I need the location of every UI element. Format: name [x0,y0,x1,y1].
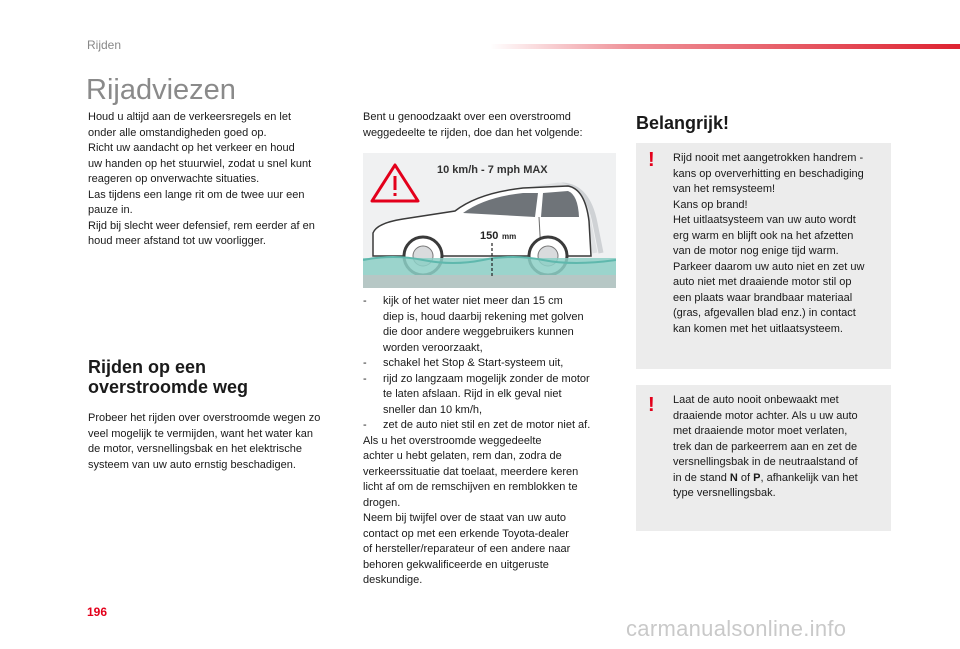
text-line: Parkeer daarom uw auto niet en zet uw [673,260,865,273]
list-dash: - [363,357,367,369]
text-line: deskundige. [363,574,423,586]
list-item [363,294,619,356]
flood-instructions [363,294,619,589]
text-line: rijd zo langzaam mogelijk zonder de motor [383,372,590,385]
text-line: Kans op brand! [673,198,748,211]
text-fragment: of [737,471,754,484]
road-surface [363,275,616,288]
text-line: een plaats waar brandbaar materiaal [673,291,853,304]
text-line: versnellingsbak in de neutraalstand of [673,456,858,468]
text-line: sneller dan 10 km/h, [383,403,483,416]
warning-text [673,151,885,337]
gear-n-label: N [729,471,738,484]
after-flood-text [363,434,619,589]
warning-text [673,393,885,502]
list-dash: - [363,295,367,307]
text-line: kans op oververhitting en beschadiging [673,167,864,180]
text-line: Las tijdens een lange rit om de twee uur een [88,188,305,201]
text-line: Richt uw aandacht op het verkeer en houd [88,142,295,154]
flood-intro [363,110,613,141]
car-in-water-drawing [363,153,616,288]
text-line: reageren op onverwachte situaties. [88,173,260,185]
text-line: met draaiende motor moet verlaten, [673,425,848,437]
text-line: diep is, houd daarbij rekening met golven [383,310,584,323]
warning-box-handbrake [636,143,891,369]
text-line: draaiende motor achter. Als u uw auto [673,409,858,422]
text-line: erg warm en blijft ook na het afzetten [673,229,854,242]
important-heading: Belangrijk! [636,113,730,133]
list-item [363,372,619,419]
text-line: te laten afslaan. Rijd in elk geval niet [383,388,562,400]
warning-exclamation-bar [394,176,397,190]
text-line: Laat de auto nooit onbewaakt met [673,394,839,406]
list-item [363,356,619,372]
exclamation-icon: ! [648,394,655,416]
flood-heading [88,357,348,397]
depth-value: 150 [480,230,499,242]
text-line: uw handen op het stuurwiel, zodat u snel kunt [88,157,312,170]
text-line: of hersteller/reparateur of een andere naar [363,543,571,555]
text-line: Probeer het rijden over overstroomde wegen zo [88,412,321,424]
text-line: achter u hebt gelaten, rem dan, zodra de [363,450,562,462]
text-line: die door andere weggebruikers kunnen [383,326,574,338]
gear-p-label: P [753,471,761,484]
list-dash: - [363,372,367,385]
text-line: de motor, versnellingsbak en het elektrische [88,443,303,455]
text-line: Bent u genoodzaakt over een overstroomd [363,111,571,123]
warning-exclamation-dot [394,193,397,196]
text-line: Rijd bij slecht weer defensief, rem eerder af en [88,219,315,232]
page-number: 196 [87,605,108,619]
text-line: drogen. [363,496,401,509]
list-dash: - [363,419,367,431]
text-line: Als u het overstroomde weggedeelte [363,434,542,447]
intro-text [88,110,346,250]
exclamation-icon: ! [648,149,655,171]
text-line: type versnellingsbak. [673,487,776,499]
text-line: veel mogelijk te vermijden, want het water kan [88,427,313,440]
section-label: Rijden [87,38,122,52]
text-line: trek dan de parkeerrem aan en zet de [673,440,858,453]
text-line [673,471,885,487]
depth-unit: mm [502,232,517,241]
text-line: van de motor nog enige tijd warm. [673,245,839,257]
text-line: Rijd nooit met aangetrokken handrem - [673,152,864,164]
text-line: (gras, afgevallen blad enz.) in contact [673,307,856,319]
text-line: van het remsysteem! [673,183,776,195]
list-item [363,418,619,434]
text-fragment: , afhankelijk van het [760,471,858,484]
flood-heading-line: overstroomde weg [88,377,249,397]
text-line: Houd u altijd aan de verkeersregels en let [88,111,292,123]
text-line: weggedeelte te rijden, doe dan het volgende: [363,126,583,139]
flooded-road-illustration [363,153,616,288]
text-line: kan komen met het uitlaatsysteem. [673,322,843,335]
page-title: Rijadviezen [86,74,236,106]
text-line: auto niet met draaiende motor stil op [673,276,852,288]
text-line: systeem van uw auto ernstig beschadigen. [88,458,296,471]
text-line: behoren gekwalificeerde en uitgeruste [363,558,549,571]
watermark: carmanualsonline.info [626,616,847,641]
text-line: verkeerssituatie dat toelaat, meerdere keren [363,465,579,478]
text-line: Neem bij twijfel over de staat van uw auto [363,512,566,524]
text-line: houd meer afstand tot uw voorligger. [88,235,266,247]
flood-heading-line: Rijden op een [88,357,207,377]
text-line: Het uitlaatsysteem van uw auto wordt [673,214,856,226]
text-line: onder alle omstandigheden goed op. [88,126,267,139]
text-line: schakel het Stop & Start-systeem uit, [383,357,564,369]
text-fragment: in de stand [673,471,730,484]
speed-limit-label: 10 km/h - 7 mph MAX [437,164,548,176]
header-accent-bar [490,44,960,49]
text-line: contact op met een erkende Toyota-dealer [363,527,569,540]
flood-text [88,411,350,473]
text-line: zet de auto niet stil en zet de motor niet af. [383,419,591,431]
text-line: kijk of het water niet meer dan 15 cm [383,295,563,307]
text-line: pauze in. [88,204,133,216]
warning-box-unattended [636,385,891,531]
text-line: worden veroorzaakt, [383,341,483,354]
text-line: licht af om de remschijven en remblokken te [363,481,578,493]
